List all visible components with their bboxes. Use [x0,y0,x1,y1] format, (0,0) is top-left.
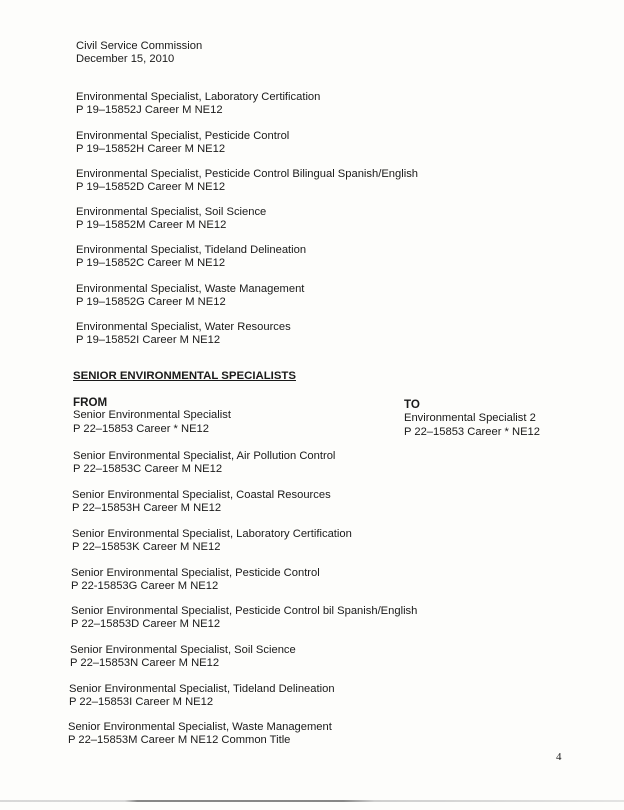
scan-edge-line [0,800,624,802]
title-line: Senior Environmental Specialist, Air Pollution Control [73,450,336,462]
title-line: Environmental Specialist, Pesticide Control Bilingual Spanish/English [76,168,419,180]
page-number: 4 [556,751,562,763]
title-line: Senior Environmental Specialist, Soil Science [70,644,296,656]
from-column-heading: FROM [73,396,108,409]
header-date: December 15, 2010 [76,53,175,65]
title-line: Senior Environmental Specialist, Tideland Delineation [69,683,335,695]
to-title-line: Environmental Specialist 2 [404,412,536,424]
title-line: Senior Environmental Specialist, Pesticide Control bil Spanish/English [71,605,418,617]
title-line: Senior Environmental Specialist, Coastal Resources [72,489,331,501]
code-line: P 19–15852J Career M NE12 [76,104,223,116]
code-line: P 19–15852D Career M NE12 [76,181,226,193]
to-column-heading: TO [404,398,420,411]
header-organization: Civil Service Commission [76,40,203,52]
code-line: P 22–15853 Career * NE12 [73,423,210,435]
title-line: Environmental Specialist, Tideland Delineation [76,244,307,256]
title-line: Senior Environmental Specialist, Laboratory Certification [72,528,352,540]
code-line: P 22–15853N Career M NE12 [70,657,220,669]
title-line: Environmental Specialist, Pesticide Control [76,130,290,142]
to-code-line: P 22–15853 Career * NE12 [404,426,541,438]
title-line: Senior Environmental Specialist, Waste Management [68,721,332,733]
code-line: P 22–15853I Career M NE12 [69,696,214,708]
code-line: P 19–15852I Career M NE12 [76,334,221,346]
title-line: Environmental Specialist, Waste Management [76,283,305,295]
code-line: P 22–15853K Career M NE12 [72,541,221,553]
code-line: P 22–15853C Career M NE12 [73,463,223,475]
code-line: P 22–15853M Career M NE12 Common Title [68,734,291,746]
title-line: Environmental Specialist, Water Resources [76,321,291,333]
code-line: P 19–15852H Career M NE12 [76,143,226,155]
title-line: Senior Environmental Specialist, Pesticide Control [71,567,320,579]
code-line: P 19–15852C Career M NE12 [76,257,226,269]
title-line: Environmental Specialist, Laboratory Certification [76,91,321,103]
section-heading: SENIOR ENVIRONMENTAL SPECIALISTS [73,370,296,382]
code-line: P 22–15853D Career M NE12 [71,618,221,630]
title-line: Senior Environmental Specialist [73,409,231,421]
title-line: Environmental Specialist, Soil Science [76,206,267,218]
code-line: P 19–15852M Career M NE12 [76,219,227,231]
code-line: P 22-15853G Career M NE12 [71,580,219,592]
code-line: P 22–15853H Career M NE12 [72,502,222,514]
code-line: P 19–15852G Career M NE12 [76,296,226,308]
